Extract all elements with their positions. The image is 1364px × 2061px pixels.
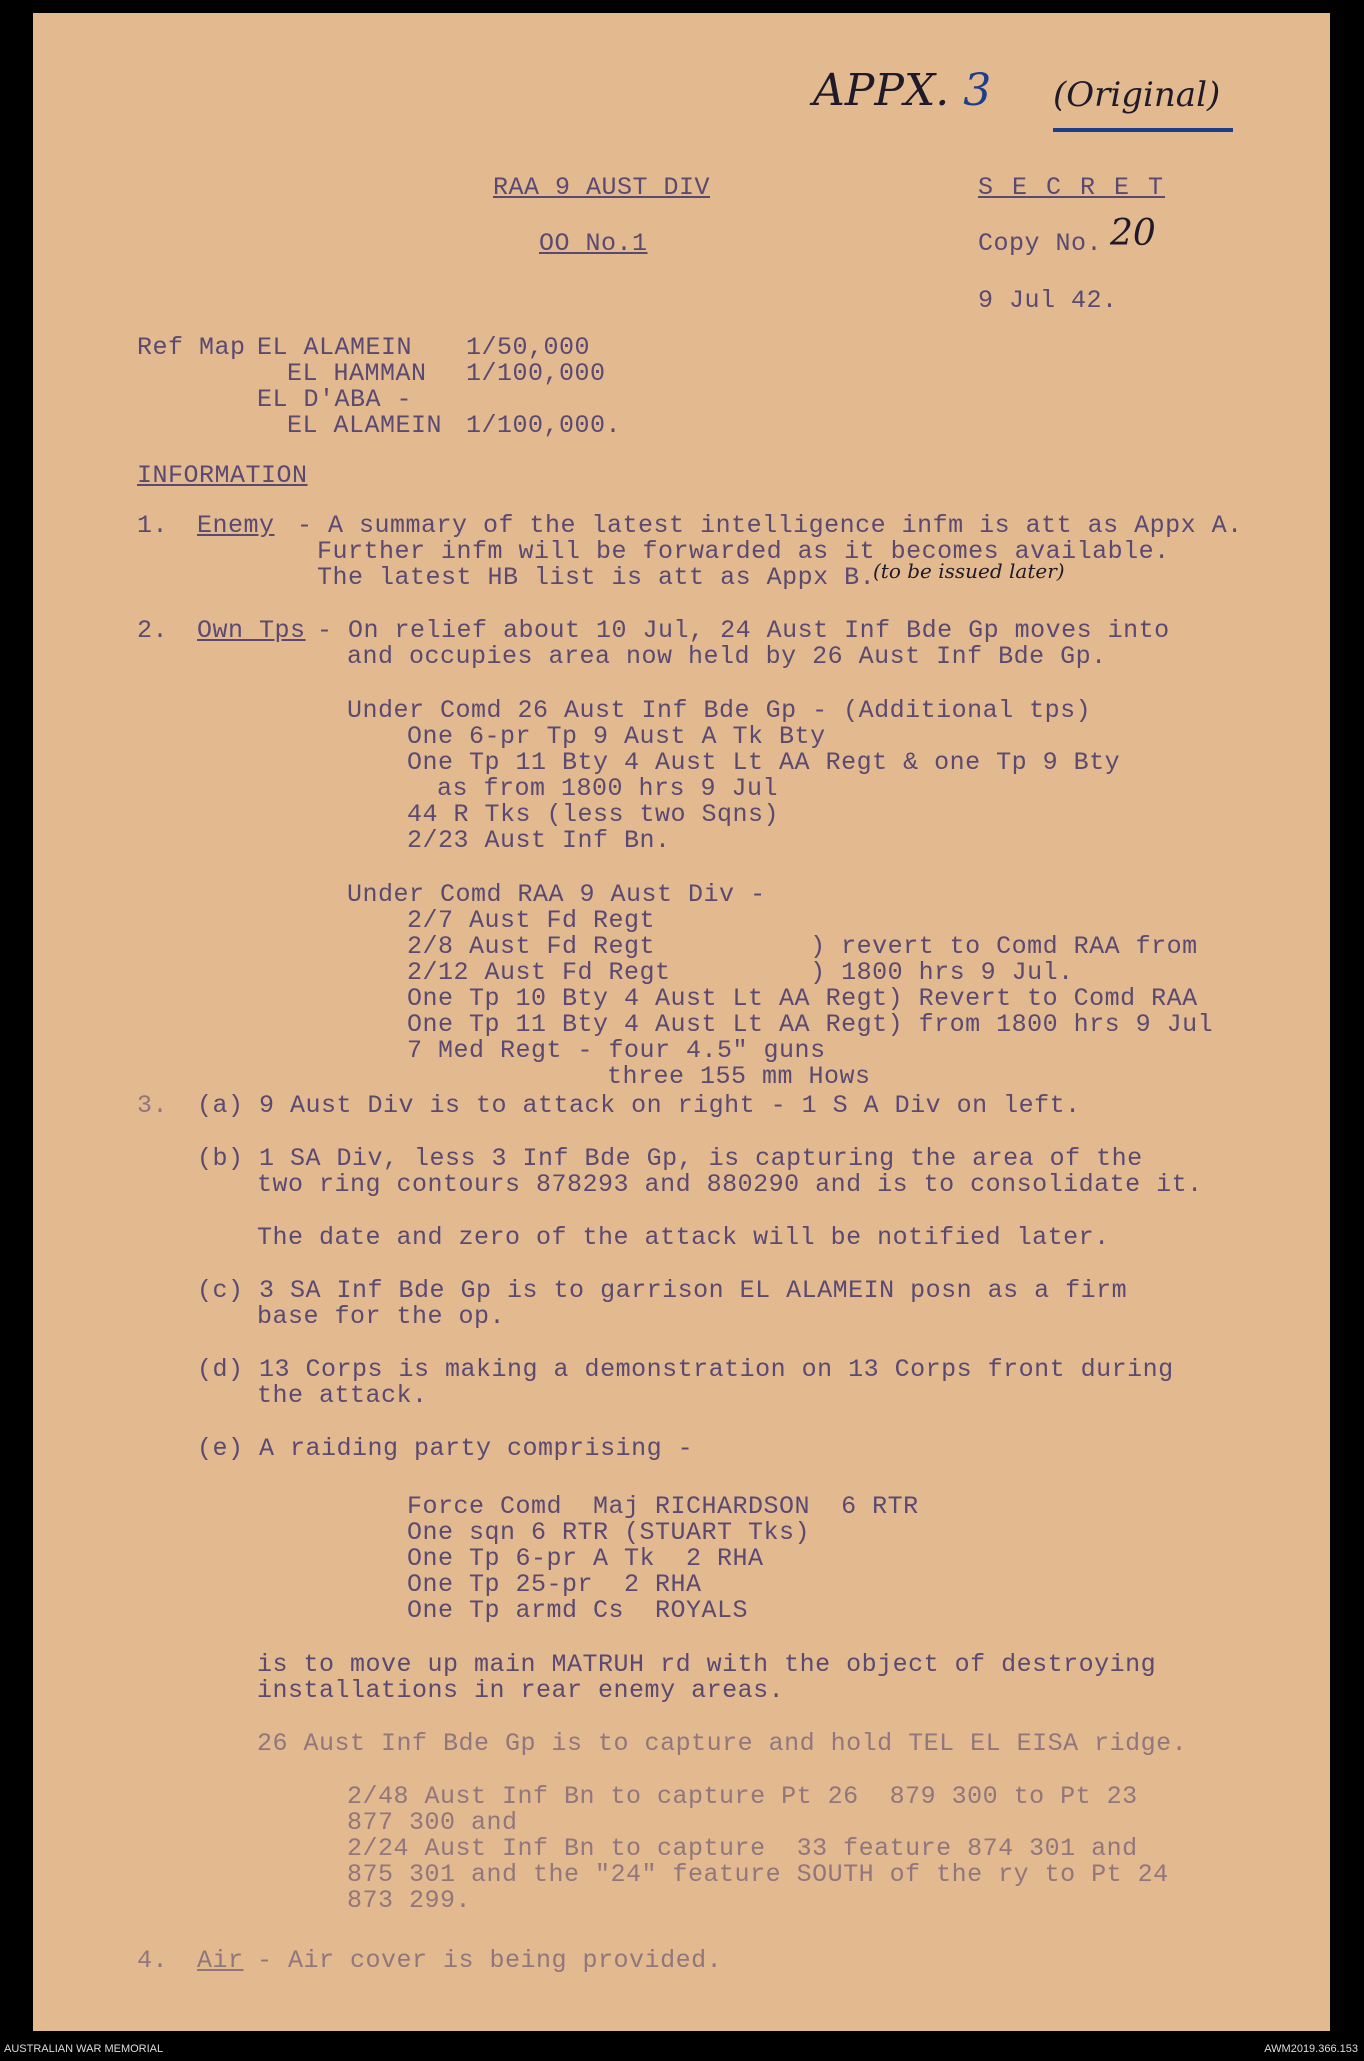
ref-map-scale-1: 1/50,000: [466, 333, 591, 362]
ref-map-scale-2: 1/100,000: [466, 359, 606, 388]
copy-number-handwritten: 20: [1110, 213, 1156, 254]
air-label: Air: [197, 1946, 244, 1975]
bn-task-line-1: 2/48 Aust Inf Bn to capture Pt 26 879 300 to Pt 23: [347, 1782, 1138, 1811]
raa-block-line-2: 2/8 Aust Fd Regt ) revert to Comd RAA from: [407, 932, 1198, 961]
unit-heading: RAA 9 AUST DIV: [493, 173, 711, 202]
appx-label: APPX.: [813, 65, 950, 116]
enemy-line-3: The latest HB list is att as Appx B.: [317, 563, 876, 592]
document-page: [33, 13, 1330, 2031]
ref-map-name-1: EL ALAMEIN: [257, 333, 413, 362]
raa-block-line-7: three 155 mm Hows: [607, 1062, 871, 1091]
raiding-party-line-4: One Tp 25-pr 2 RHA: [407, 1570, 702, 1599]
raa-block-line-6: 7 Med Regt - four 4.5" guns: [407, 1036, 826, 1065]
para3-a: (a) 9 Aust Div is to attack on right - 1 S A Div on left.: [197, 1091, 1081, 1120]
own-tps-label: Own Tps: [197, 616, 306, 645]
para1-number: 1.: [137, 511, 169, 540]
bde-block-line-3: as from 1800 hrs 9 Jul: [437, 774, 779, 803]
information-heading: INFORMATION: [137, 461, 308, 490]
para3-d-line-1: (d) 13 Corps is making a demonstration on 13 Corps front during: [197, 1355, 1174, 1384]
para3-c-line-2: base for the op.: [257, 1302, 506, 1331]
para3-number: 3.: [137, 1091, 169, 1120]
order-date: 9 Jul 42.: [978, 286, 1118, 315]
bde-block-heading: Under Comd 26 Aust Inf Bde Gp - (Additional tps): [347, 696, 1092, 725]
ref-map-name-3: EL D'ABA -: [257, 385, 413, 414]
para4-number: 4.: [137, 1946, 169, 1975]
para3-b-line-2: two ring contours 878293 and 880290 and is to consolidate it.: [257, 1170, 1203, 1199]
raa-block-heading: Under Comd RAA 9 Aust Div -: [347, 880, 766, 909]
bde-block-line-1: One 6-pr Tp 9 Aust A Tk Bty: [407, 722, 826, 751]
bn-task-line-2: 877 300 and: [347, 1808, 518, 1837]
raa-block-line-3: 2/12 Aust Fd Regt ) 1800 hrs 9 Jul.: [407, 958, 1074, 987]
para3-e: (e) A raiding party comprising -: [197, 1434, 694, 1463]
own-tps-line-1: - On relief about 10 Jul, 24 Aust Inf Bde Gp moves into: [317, 616, 1170, 645]
copy-number-label: Copy No.: [978, 229, 1103, 258]
bn-task-line-5: 873 299.: [347, 1886, 472, 1915]
raiding-party-line-5: One Tp armd Cs ROYALS: [407, 1596, 749, 1625]
para3-b-note: The date and zero of the attack will be notified later.: [257, 1223, 1110, 1252]
raa-block-line-4: One Tp 10 Bty 4 Aust Lt AA Regt) Revert to Comd RAA: [407, 984, 1198, 1013]
appx-annotation: [813, 65, 991, 116]
ref-map-label: Ref Map: [137, 333, 246, 362]
raiding-task-line-2: installations in rear enemy areas.: [257, 1676, 785, 1705]
raiding-party-line-3: One Tp 6-pr A Tk 2 RHA: [407, 1544, 764, 1573]
hb-list-note: (to be issued later): [873, 559, 1065, 583]
raiding-party-line-1: Force Comd Maj RICHARDSON 6 RTR: [407, 1492, 919, 1521]
air-text: - Air cover is being provided.: [257, 1946, 723, 1975]
raa-block-line-1: 2/7 Aust Fd Regt: [407, 906, 656, 935]
footer-archive-name: AUSTRALIAN WAR MEMORIAL: [4, 2043, 164, 2055]
own-tps-line-2: and occupies area now held by 26 Aust Inf Bde Gp.: [347, 642, 1107, 671]
bde26-task: 26 Aust Inf Bde Gp is to capture and hold TEL EL EISA ridge.: [257, 1729, 1188, 1758]
order-number: OO No.1: [539, 229, 648, 258]
para3-c-line-1: (c) 3 SA Inf Bde Gp is to garrison EL ALAMEIN posn as a firm: [197, 1276, 1128, 1305]
raiding-task-line-1: is to move up main MATRUH rd with the object of destroying: [257, 1650, 1157, 1679]
enemy-line-1: - A summary of the latest intelligence infm is att as Appx A.: [297, 511, 1243, 540]
ref-map-name-2: EL HAMMAN: [287, 359, 427, 388]
enemy-label: Enemy: [197, 511, 275, 540]
ref-map-scale-4: 1/100,000.: [466, 411, 622, 440]
raiding-party-line-2: One sqn 6 RTR (STUART Tks): [407, 1518, 811, 1547]
bn-task-line-4: 875 301 and the "24" feature SOUTH of the ry to Pt 24: [347, 1860, 1169, 1889]
raa-block-line-5: One Tp 11 Bty 4 Aust Lt AA Regt) from 1800 hrs 9 Jul: [407, 1010, 1214, 1039]
bde-block-line-2: One Tp 11 Bty 4 Aust Lt AA Regt & one Tp 9 Bty: [407, 748, 1121, 777]
para3-b-line-1: (b) 1 SA Div, less 3 Inf Bde Gp, is capturing the area of the: [197, 1144, 1143, 1173]
bde-block-line-4: 44 R Tks (less two Sqns): [407, 800, 780, 829]
footer-reference: AWM2019.366.153: [1264, 2043, 1358, 2055]
enemy-line-2: Further infm will be forwarded as it becomes available.: [317, 537, 1170, 566]
para2-number: 2.: [137, 616, 169, 645]
original-annotation: (Original): [1053, 75, 1221, 115]
blue-underline: [1053, 128, 1233, 132]
bn-task-line-3: 2/24 Aust Inf Bn to capture 33 feature 874 301 and: [347, 1834, 1138, 1863]
classification: S E C R E T: [978, 173, 1166, 202]
ref-map-name-4: EL ALAMEIN: [287, 411, 443, 440]
para3-d-line-2: the attack.: [257, 1381, 428, 1410]
appx-number: 3: [963, 65, 992, 116]
bde-block-line-5: 2/23 Aust Inf Bn.: [407, 826, 671, 855]
